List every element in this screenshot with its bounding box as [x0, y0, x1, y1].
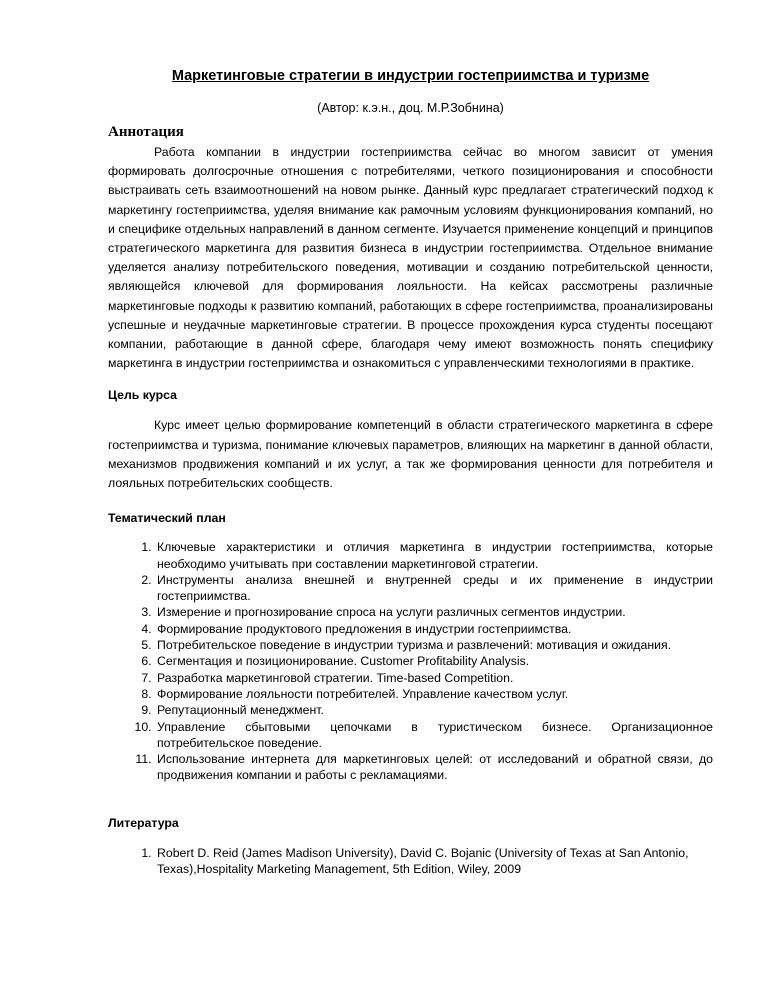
plan-list	[108, 539, 713, 783]
goal-heading: Цель курса	[108, 388, 177, 403]
annotation-heading: Аннотация	[108, 124, 184, 140]
list-item: 4. Формирование продуктового предложения в индустрии гостеприимства.	[155, 621, 713, 637]
list-item: 11. Использование интернета для маркетинговых целей: от исследований и обратной связи, до продвижения компании и работы с рекламациями.	[155, 751, 713, 784]
document-title: Маркетинговые стратегии в индустрии гостеприимства и туризме	[171, 68, 650, 84]
list-item: 8. Формирование лояльности потребителей. Управление качеством услуг.	[155, 686, 713, 702]
author-line: (Автор: к.э.н., доц. М.Р.Зобнина)	[317, 101, 504, 115]
list-item: 10. Управление сбытовыми цепочками в туристическом бизнесе. Организационное потребительское поведение.	[155, 719, 713, 752]
list-item: 6. Сегментация и позиционирование. Customer Profitability Analysis.	[155, 653, 713, 669]
plan-heading: Тематический план	[108, 511, 226, 526]
list-item: 2. Инструменты анализа внешней и внутренней среды и их применение в индустрии гостеприимства.	[155, 572, 713, 605]
goal-text: Курс имеет целью формирование компетенций в области стратегического маркетинга в сфере гостеприимства и туризма, понимание ключевых параметров, влияющих на маркетинг в данной области, механизмов продвижения компаний и их услуг, а так же формирования ценности для потребителя и лояльных потребительских сообществ.	[108, 418, 713, 491]
list-item: 3. Измерение и прогнозирование спроса на услуги различных сегментов индустрии.	[155, 604, 713, 620]
annotation-text: Работа компании в индустрии гостеприимства сейчас во многом зависит от умения формировать долгосрочные отношения с потребителями, четкого позиционирования и способности выстраивать сеть взаимоотношений на новом рынке. Данный курс предлагает стратегический подход к маркетингу гостеприимства, уделяя внимание как рамочным условиям функционирования компаний, но и специфике отдельных направлений в данном сегменте. Изучается применение концепций и принципов стратегического маркетинга для развития бизнеса в индустрии гостеприимства. Отдельное внимание уделяется анализу потребительского поведения, мотивации и созданию потребительской ценности, являющейся ключевой для формирования лояльности. На кейсах рассмотрены различные маркетинговые подходы к развитию компаний, работающих в сфере гостеприимства, проанализированы успешные и неудачные маркетинговые стратегии. В процессе прохождения курса студенты посещают компании, работающие в данной сфере, благодаря чему имеют возможность понять специфику маркетинга в индустрии гостеприимства и ознакомиться с управленческими технологиями в практике.	[108, 145, 713, 371]
document-page	[108, 66, 713, 877]
list-item: 5. Потребительское поведение в индустрии туризма и развлечений: мотивация и ожидания.	[155, 637, 713, 653]
list-item: 1. Ключевые характеристики и отличия маркетинга в индустрии гостеприимства, которые необходимо учитывать при составлении маркетинговой стратегии.	[155, 539, 713, 572]
list-item: 9. Репутационный менеджмент.	[155, 702, 713, 718]
list-item: 1. Robert D. Reid (James Madison University), David C. Bojanic (University of Texas at San Antonio, Texas),Hospitality Marketing Management, 5th Edition, Wiley, 2009	[155, 845, 713, 878]
literature-heading: Литература	[108, 815, 179, 830]
literature-list	[108, 845, 713, 878]
list-item: 7. Разработка маркетинговой стратегии. Time-based Competition.	[155, 670, 713, 686]
